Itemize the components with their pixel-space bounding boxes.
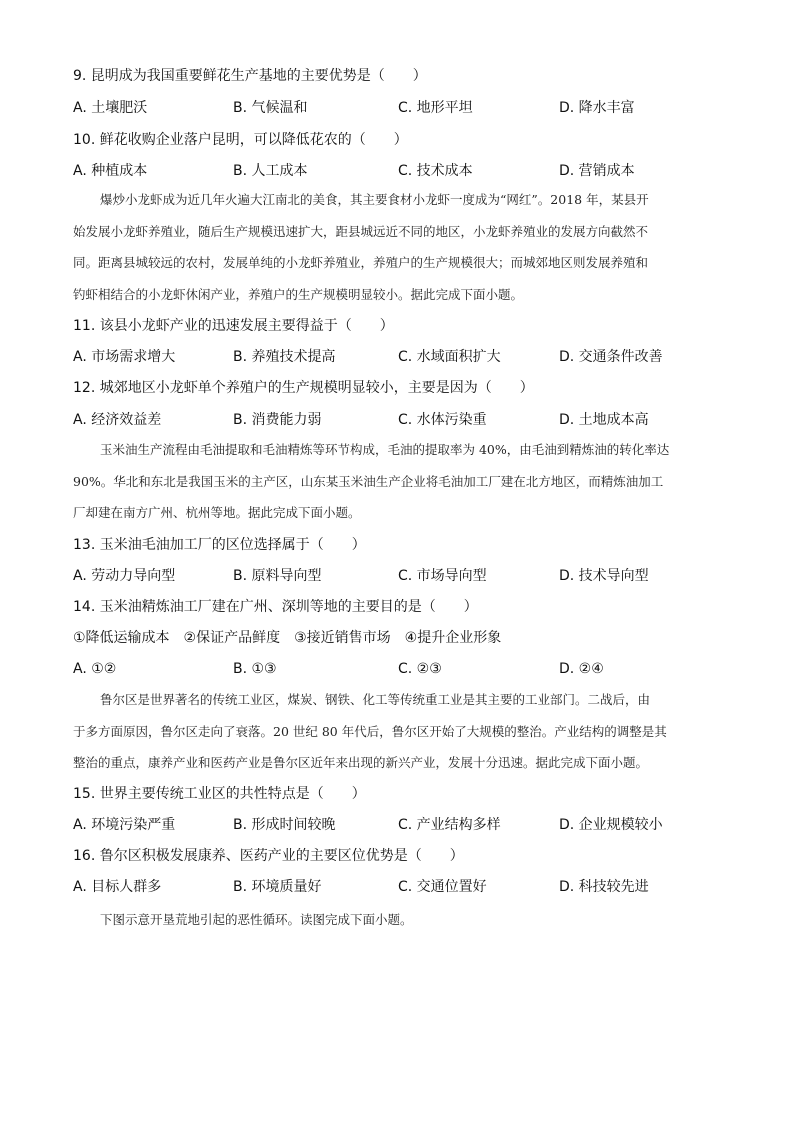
option-b: B. 人工成本 bbox=[233, 163, 308, 179]
option-b: B. 养殖技术提高 bbox=[233, 349, 336, 365]
question-11-options bbox=[73, 347, 733, 367]
option-a: A. 劳动力导向型 bbox=[73, 568, 176, 584]
option-d: D. 技术导向型 bbox=[559, 568, 649, 584]
passage-corn-oil bbox=[73, 434, 721, 529]
option-b: B. ①③ bbox=[233, 661, 277, 677]
passage-line: 钓虾相结合的小龙虾休闲产业，养殖户的生产规模明显较小。据此完成下面小题。 bbox=[73, 286, 524, 302]
passage-line: 鲁尔区是世界著名的传统工业区，煤炭、钢铁、化工等传统重工业是其主要的工业部门。二战后，由 bbox=[100, 692, 651, 707]
option-c: C. 水域面积扩大 bbox=[398, 349, 501, 365]
question-12-options bbox=[73, 410, 733, 430]
option-b: B. 环境质量好 bbox=[233, 879, 322, 895]
passage-line: 90%。华北和东北是我国玉米的主产区，山东某玉米油生产企业将毛油加工厂建在北方地区，而精炼油加工 bbox=[73, 473, 664, 489]
figure-note: 下图示意开垦荒地引起的恶性循环。读图完成下面小题。 bbox=[100, 912, 413, 927]
option-a: A. 经济效益差 bbox=[73, 412, 162, 428]
question-14-statements: ①降低运输成本 ②保证产品鲜度 ③接近销售市场 ④提升企业形象 bbox=[73, 630, 502, 646]
question-10-options bbox=[73, 161, 733, 181]
passage-line: 玉米油生产流程由毛油提取和毛油精炼等环节构成，毛油的提取率为 40%，由毛油到精炼油的转化率达 bbox=[100, 442, 670, 457]
passage-line: 厂却建在南方广州、杭州等地。据此完成下面小题。 bbox=[73, 505, 361, 520]
passage-line: 始发展小龙虾养殖业，随后生产规模迅速扩大，距县城远近不同的地区，小龙虾养殖业的发展方向截然不 bbox=[73, 223, 649, 239]
option-d: D. 土地成本高 bbox=[559, 412, 649, 428]
question-16-stem: 16. 鲁尔区积极发展康养、医药产业的主要区位优势是（ ） bbox=[73, 848, 464, 864]
option-b: B. 气候温和 bbox=[233, 100, 308, 116]
question-16-options bbox=[73, 877, 733, 897]
question-9-stem: 9. 昆明成为我国重要鲜花生产基地的主要优势是（ ） bbox=[73, 68, 427, 84]
question-14-options bbox=[73, 659, 733, 679]
passage-crayfish bbox=[73, 184, 721, 310]
option-c: C. 市场导向型 bbox=[398, 568, 487, 584]
option-a: A. 种植成本 bbox=[73, 163, 148, 179]
option-a: A. 环境污染严重 bbox=[73, 817, 176, 833]
question-12-stem: 12. 城郊地区小龙虾单个养殖户的生产规模明显较小，主要是因为（ ） bbox=[73, 380, 534, 396]
option-c: C. 交通位置好 bbox=[398, 879, 487, 895]
passage-line: 爆炒小龙虾成为近几年火遍大江南北的美食，其主要食材小龙虾一度成为“网红”。2018 年，某县开 bbox=[100, 192, 649, 207]
option-c: C. ②③ bbox=[398, 661, 442, 677]
question-10-stem: 10. 鲜花收购企业落户昆明，可以降低花农的（ ） bbox=[73, 132, 408, 148]
question-13-options bbox=[73, 566, 733, 586]
option-d: D. 科技较先进 bbox=[559, 879, 649, 895]
option-d: D. 营销成本 bbox=[559, 163, 635, 179]
option-d: D. 企业规模较小 bbox=[559, 817, 663, 833]
passage-ruhr bbox=[73, 684, 721, 779]
passage-line: 于多方面原因，鲁尔区走向了衰落。20 世纪 80 年代后，鲁尔区开始了大规模的整治。产业结构的调整是其 bbox=[73, 723, 667, 739]
question-9-options bbox=[73, 98, 733, 118]
question-11-stem: 11. 该县小龙虾产业的迅速发展主要得益于（ ） bbox=[73, 318, 394, 334]
option-c: C. 技术成本 bbox=[398, 163, 473, 179]
question-14-stem: 14. 玉米油精炼油工厂建在广州、深圳等地的主要目的是（ ） bbox=[73, 599, 478, 615]
option-c: C. 产业结构多样 bbox=[398, 817, 501, 833]
option-d: D. 交通条件改善 bbox=[559, 349, 663, 365]
option-a: A. 土壤肥沃 bbox=[73, 100, 148, 116]
option-d: D. 降水丰富 bbox=[559, 100, 635, 116]
question-15-options bbox=[73, 815, 733, 835]
option-a: A. 市场需求增大 bbox=[73, 349, 176, 365]
passage-line: 整治的重点，康养产业和医药产业是鲁尔区近年来出现的新兴产业，发展十分迅速。据此完成下面小题。 bbox=[73, 755, 649, 770]
option-c: C. 地形平坦 bbox=[398, 100, 473, 116]
option-b: B. 消费能力弱 bbox=[233, 412, 322, 428]
option-a: A. 目标人群多 bbox=[73, 879, 162, 895]
option-b: B. 形成时间较晚 bbox=[233, 817, 336, 833]
option-d: D. ②④ bbox=[559, 661, 604, 677]
passage-line: 同。距离县城较远的农村，发展单纯的小龙虾养殖业，养殖户的生产规模很大；而城郊地区则发展养殖和 bbox=[73, 255, 649, 270]
option-a: A. ①② bbox=[73, 661, 117, 677]
question-13-stem: 13. 玉米油毛油加工厂的区位选择属于（ ） bbox=[73, 537, 366, 553]
option-b: B. 原料导向型 bbox=[233, 568, 322, 584]
option-c: C. 水体污染重 bbox=[398, 412, 487, 428]
question-15-stem: 15. 世界主要传统工业区的共性特点是（ ） bbox=[73, 786, 366, 802]
